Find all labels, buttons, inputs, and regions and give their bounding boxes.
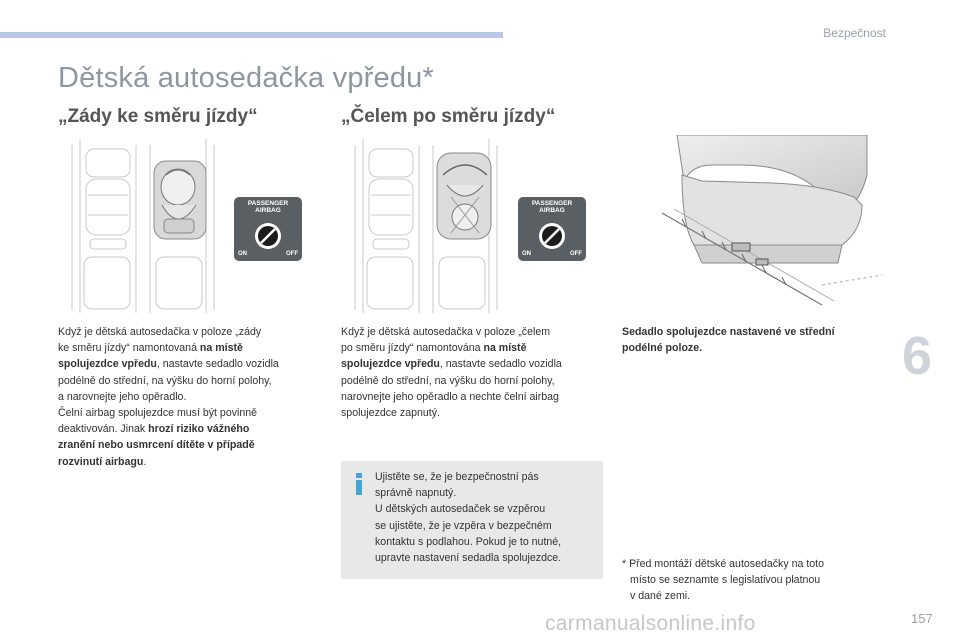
airbag-badge-off [234,197,302,261]
info-icon [353,473,365,495]
page-title: Dětská autosedačka vpředu* [58,62,434,94]
off-label-left: OFF [286,251,298,257]
chapter-number: 6 [902,326,933,386]
passenger-seat-side-illustration [622,135,894,315]
rear-facing-instructions: Když je dětská autosedačka v poloze „zády ke směru jízdy“ namontovaná na místě spolujezdce vpředu, nastavte sedadlo vozidla podélně do střední, na výšku do horní polohy, a narovnejte jeho opěradlo. Čelní airbag spolujezdce musí být povinně deaktivován. Jinak hrozí riziko vážného zranění nebo usmrcení dítěte v případě rozvinutí airbagu. [58,326,279,468]
section-title: Bezpečnost [823,26,886,40]
watermark: carmanualsonline.info [545,612,756,635]
rear-facing-seat-illustration [58,135,228,315]
info-box [341,461,603,579]
seat-position-caption: Sedadlo spolujezdce nastavené ve střední podélné poloze. [622,326,835,355]
airbag-badge-on [518,197,586,261]
forward-facing-instructions: Když je dětská autosedačka v poloze „čelem po směru jízdy“ namontována na místě spolujezdce vpředu, nastavte sedadlo vozidla podélně do střední, na výšku do horní polohy, narovnejte jeho opěradlo a nechte čelní airbag spolujezdce zapnutý. [341,326,562,420]
off-label-mid: OFF [570,251,582,257]
footnote: * Před montáží dětské autosedačky na toto místo se seznamte s legislativou platnou v dané zemi. [622,558,824,603]
forward-facing-seat-illustration [341,135,511,315]
page-number: 157 [911,611,933,626]
on-label-mid: ON [522,251,531,257]
airbag-label-mid: PASSENGER AIRBAG [531,200,573,214]
airbag-label-left: PASSENGER AIRBAG [247,200,289,214]
info-text: Ujistěte se, že je bezpečnostní pás správně napnutý. U dětských autosedaček se vzpěrou se ujistěte, že je vzpěra v bezpečném kontaktu s podlahou. Pokud je to nutné, upravte nastavení sedadla spolujezdce. [375,471,562,565]
header-accent-bar [0,32,503,38]
on-label-left: ON [238,251,247,257]
heading-forward-facing: „Čelem po směru jízdy“ [341,106,556,127]
heading-rear-facing: „Zády ke směru jízdy“ [58,106,258,127]
